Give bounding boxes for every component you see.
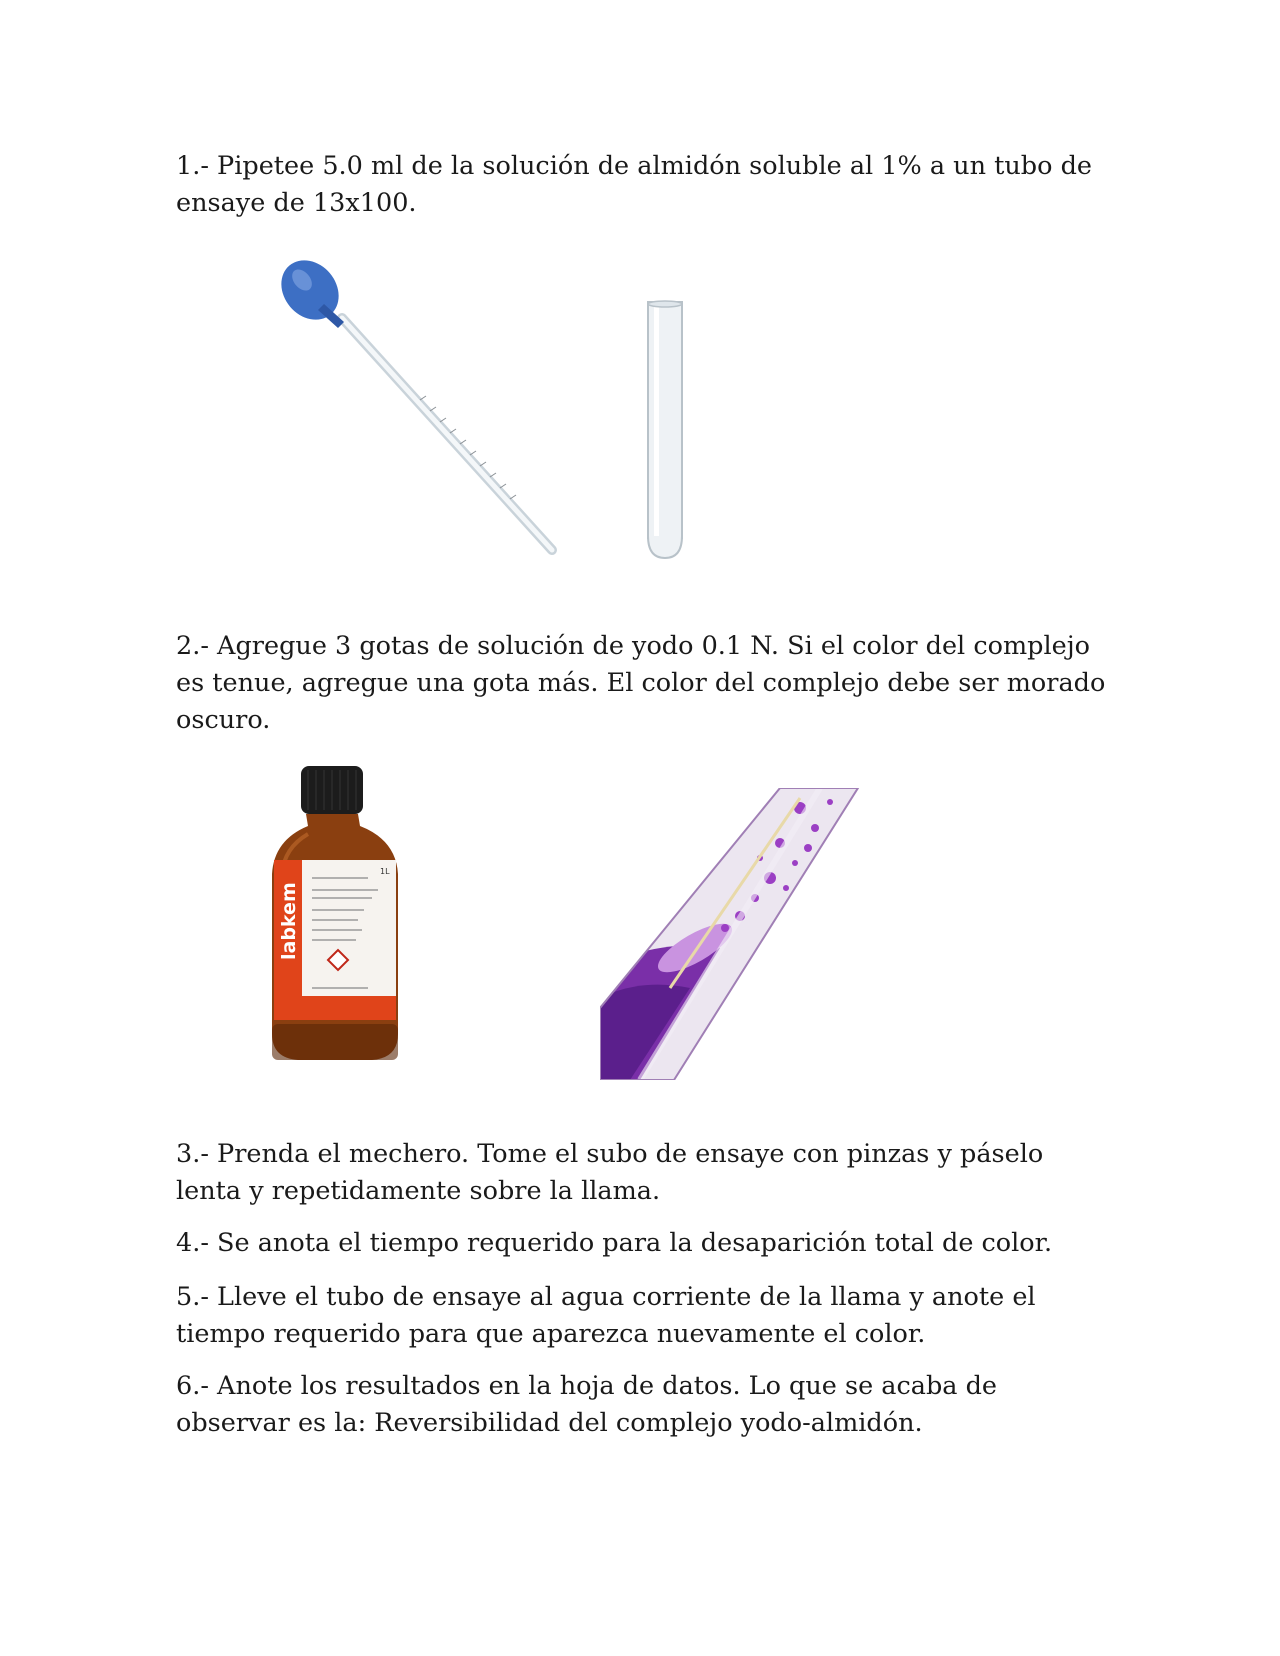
step-2: 2.- Agregue 3 gotas de solución de yodo 0.1 N. Si el color del complejo es tenue, agregue una gota más. El color del complejo debe ser morado oscuro.	[176, 631, 1106, 735]
step-5: 5.- Lleve el tubo de ensaye al agua corriente de la llama y anote el tiempo requerido para que aparezca nuevamente el color.	[176, 1282, 1036, 1349]
dropper-pipette-image	[280, 260, 570, 560]
step-3: 3.- Prenda el mechero. Tome el subo de ensaye con pinzas y páselo lenta y repetidamente sobre la llama.	[176, 1139, 1044, 1206]
bottle-brand-text: labkem	[278, 882, 300, 960]
test-tube-image	[640, 300, 690, 562]
bottle-volume-text: 1L	[380, 867, 390, 876]
step-1: 1.- Pipetee 5.0 ml de la solución de almidón soluble al 1% a un tubo de ensaye de 13x100.	[176, 151, 1092, 218]
step-6: 6.- Anote los resultados en la hoja de datos. Lo que se acaba de observar es la: Reversibilidad del complejo yodo-almidón.	[176, 1371, 998, 1438]
purple-complex-test-tube-image	[600, 788, 860, 1080]
step-4: 4.- Se anota el tiempo requerido para la desaparición total de color.	[176, 1228, 1053, 1258]
iodine-reagent-bottle-image	[268, 764, 403, 1062]
